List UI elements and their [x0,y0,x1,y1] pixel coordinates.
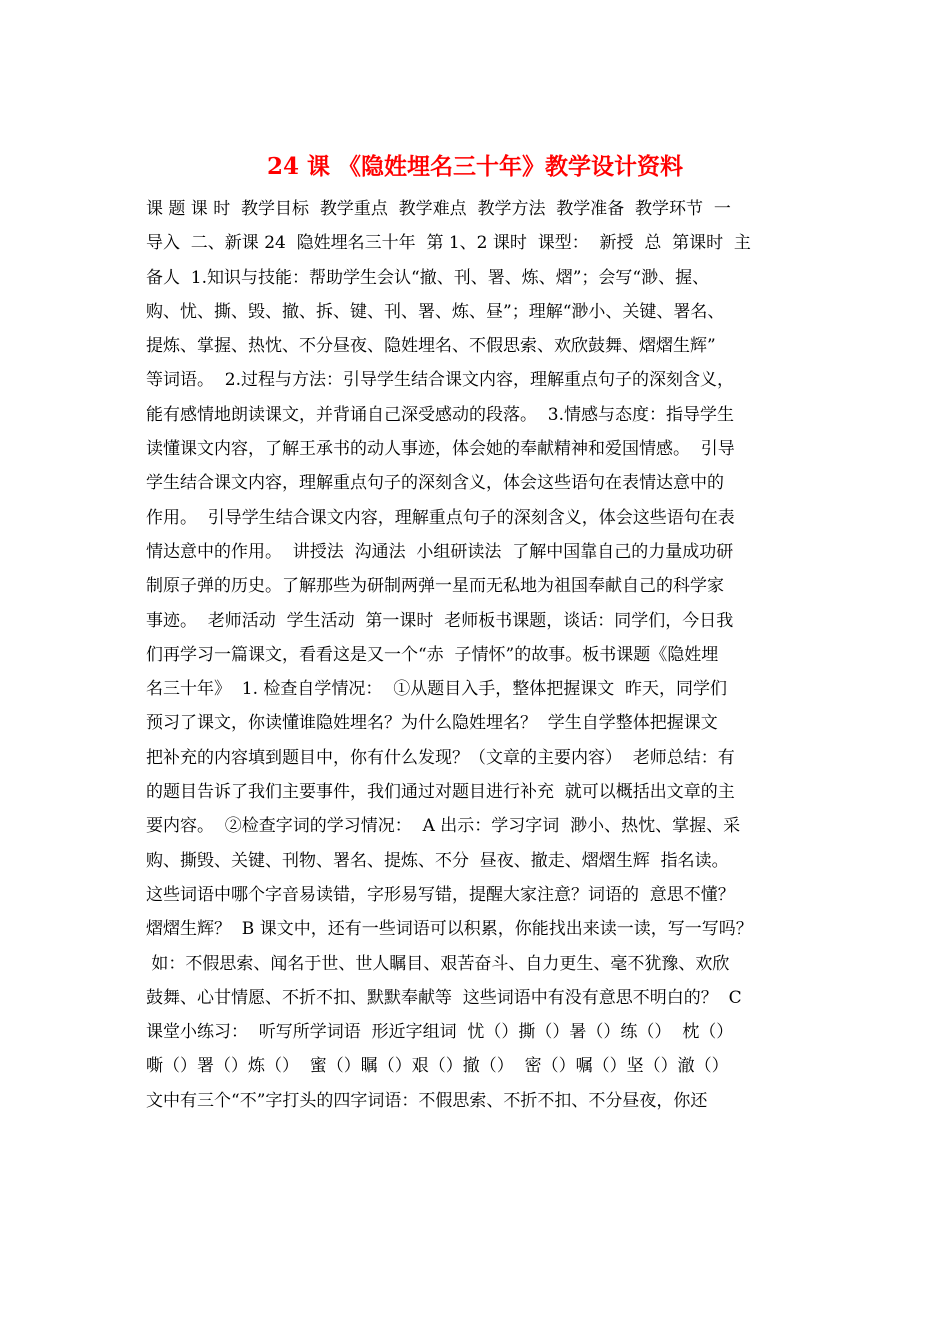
text-line: 文中有三个“不”字打头的四字词语：不假思索、不折不扣、不分昼夜，你还 [146,1090,708,1111]
text-line: 作用。 引导学生结合课文内容，理解重点句子的深刻含义，体会这些语句在表 [146,507,735,528]
document-title: 24 课 《隐姓埋名三十年》教学设计资料 [266,153,684,180]
text-line: 课堂小练习： 听写所学词语 形近字组词 忧（）撕（）暑（）练（） 枕（） [146,1022,734,1043]
text-line: 熠熠生辉？ B 课文中，还有一些词语可以积累，你能找出来读一读，写一写吗？ [146,919,753,940]
text-line: 购、忧、撕、毁、撤、拆、键、刊、署、炼、昼”；理解“渺小、关键、署名、 [146,301,725,322]
text-line: 如：不假思索、闻名于世、世人瞩目、艰苦奋斗、自力更生、毫不犹豫、欢欣 [146,953,730,974]
text-line: 们再学习一篇课文，看看这是又一个“赤 子情怀”的故事。板书课题《隐姓埋 [146,644,719,665]
text-line: 事迹。 老师活动 学生活动 第一课时 老师板书课题，谈话：同学们，今日我 [146,610,734,631]
text-line: 制原子弹的历史。了解那些为研制两弹一星而无私地为祖国奉献自己的科学家 [146,576,724,597]
text-line: 课 题 课 时 教学目标 教学重点 教学难点 教学方法 教学准备 教学环节 一 [146,199,731,219]
text-line: 的题目告诉了我们主要事件，我们通过对题目进行补充 就可以概括出文章的主 [146,782,735,803]
text-line: 这些词语中哪个字音易读错，字形易写错，提醒大家注意？词语的 意思不懂？ [146,884,735,905]
text-line: 等词语。 2.过程与方法：引导学生结合课文内容，理解重点句子的深刻含义， [146,370,735,391]
text-line: 能有感情地朗读课文，并背诵自己深受感动的段落。 3.情感与态度：指导学生 [146,404,735,425]
text-line: 预习了课文，你读懂谁隐姓埋名？为什么隐姓埋名？ 学生自学整体把握课文 [146,713,718,734]
text-line: 学生结合课文内容，理解重点句子的深刻含义，体会这些语句在表情达意中的 [146,473,724,494]
text-line: 鼓舞、心甘情愿、不折不扣、默默奉献等 这些词语中有没有意思不明白的？ C [146,987,742,1008]
text-line: 导入 二、新课 24 隐姓埋名三十年 第 1、2 课时 课型： 新授 总 第课时 主 [146,233,751,254]
document-body [146,192,806,1118]
text-line: 名三十年》 1. 检查自学情况： ①从题目入手，整体把握课文 昨天，同学们 [146,679,728,700]
text-line: 提炼、掌握、热忱、不分昼夜、隐姓埋名、不假思索、欢欣鼓舞、熠熠生辉” [146,336,716,357]
text-line: 要内容。 ②检查字词的学习情况： A 出示：学习字词 渺小、热忱、掌握、采 [146,816,741,837]
text-line: 购、撕毁、关键、刊物、署名、提炼、不分 昼夜、撤走、熠熠生辉 指名读。 [146,850,729,871]
text-line: 备人 1.知识与技能：帮助学生会认“撤、刊、署、炼、熠”；会写“渺、握、 [146,267,710,288]
text-line: 情达意中的作用。 讲授法 沟通法 小组研读法 了解中国靠自己的力量成功研 [146,541,734,562]
text-line: 嘶（）署（）炼（） 蜜（）瞩（）艰（）撤（） 密（）嘱（）坚（）澈（） [146,1056,729,1077]
text-line: 读懂课文内容，了解王承书的动人事迹，体会她的奉献精神和爱国情感。 引导 [146,439,735,460]
text-line: 把补充的内容填到题目中，你有什么发现？（文章的主要内容） 老师总结：有 [146,747,735,768]
